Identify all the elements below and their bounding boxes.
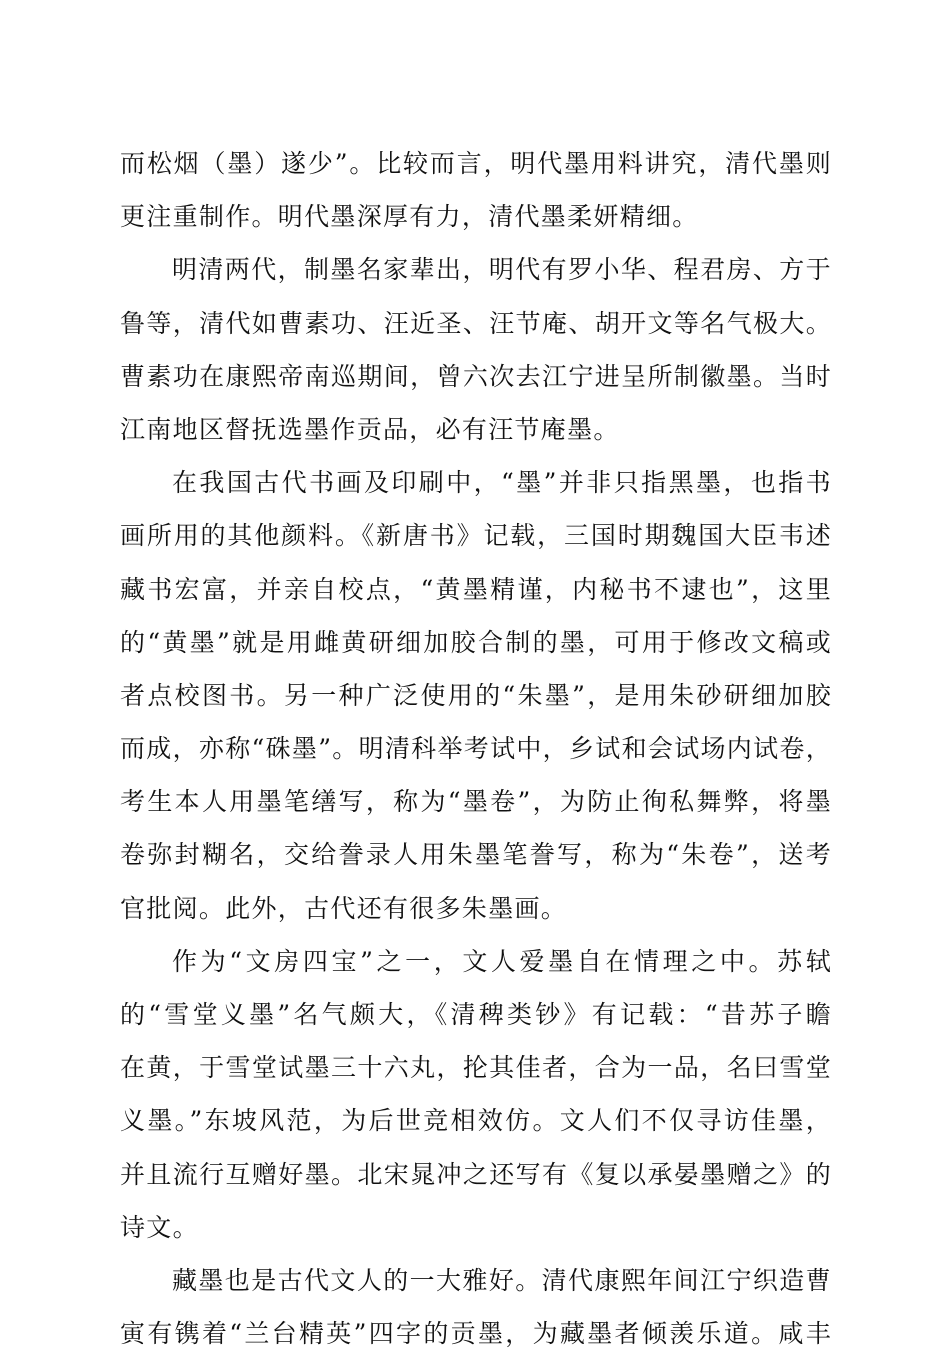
- body-text: [120, 137, 832, 1360]
- text-line: 鲁等，清代如曹素功、汪近圣、汪节庵、胡开文等名气极大。: [120, 308, 832, 338]
- text-line: 寅有镌着“兰台精英”四字的贡墨，为藏墨者倾羡乐道。咸丰: [120, 1319, 832, 1349]
- text-line: 卷弥封糊名，交给誊录人用朱墨笔誊写，称为“朱卷”，送考: [120, 840, 832, 870]
- text-line: 考生本人用墨笔缮写，称为“墨卷”，为防止徇私舞弊，将墨: [120, 787, 832, 817]
- text-line: 而松烟（墨）遂少”。比较而言，明代墨用料讲究，清代墨则: [120, 149, 832, 178]
- text-line: 官批阅。此外，古代还有很多朱墨画。: [120, 893, 568, 923]
- text-line: 并且流行互赠好墨。北宋晁冲之还写有《复以承晏墨赠之》的: [120, 1159, 832, 1189]
- text-line: 在黄，于雪堂试墨三十六丸，抡其佳者，合为一品，名曰雪堂: [120, 1053, 832, 1083]
- text-line: 画所用的其他颜料。《新唐书》记载，三国时期魏国大臣韦述: [120, 521, 832, 551]
- text-line: 作为“文房四宝”之一，文人爱墨自在情理之中。苏轼: [172, 946, 832, 976]
- text-line: 义墨。”东坡风范，为后世竞相效仿。文人们不仅寻访佳墨，: [120, 1106, 832, 1136]
- text-line: 藏书宏富，并亲自校点，“黄墨精谨，内秘书不逮也”，这里: [120, 574, 832, 604]
- text-line: 在我国古代书画及印刷中，“墨”并非只指黑墨，也指书: [172, 468, 832, 498]
- text-line: 藏墨也是古代文人的一大雅好。清代康熙年间江宁织造曹: [172, 1265, 832, 1295]
- text-line: 的“雪堂义墨”名气颇大，《清稗类钞》有记载：“昔苏子瞻: [120, 1000, 832, 1029]
- text-line: 者点校图书。另一种广泛使用的“朱墨”，是用朱砂研细加胶: [120, 680, 832, 710]
- text-line: 曹素功在康熙帝南巡期间，曾六次去江宁进呈所制徽墨。当时: [120, 361, 832, 391]
- text-line: 更注重制作。明代墨深厚有力，清代墨柔妍精细。: [120, 202, 699, 232]
- text-line: 的“黄墨”就是用雌黄研细加胶合制的墨，可用于修改文稿或: [120, 627, 832, 657]
- text-line: 诗文。: [120, 1212, 199, 1242]
- text-line: 而成，亦称“硃墨”。明清科举考试中，乡试和会试场内试卷，: [120, 734, 832, 764]
- text-line: 江南地区督抚选墨作贡品，必有汪节庵墨。: [120, 414, 620, 444]
- text-line: 明清两代，制墨名家辈出，明代有罗小华、程君房、方于: [172, 255, 832, 285]
